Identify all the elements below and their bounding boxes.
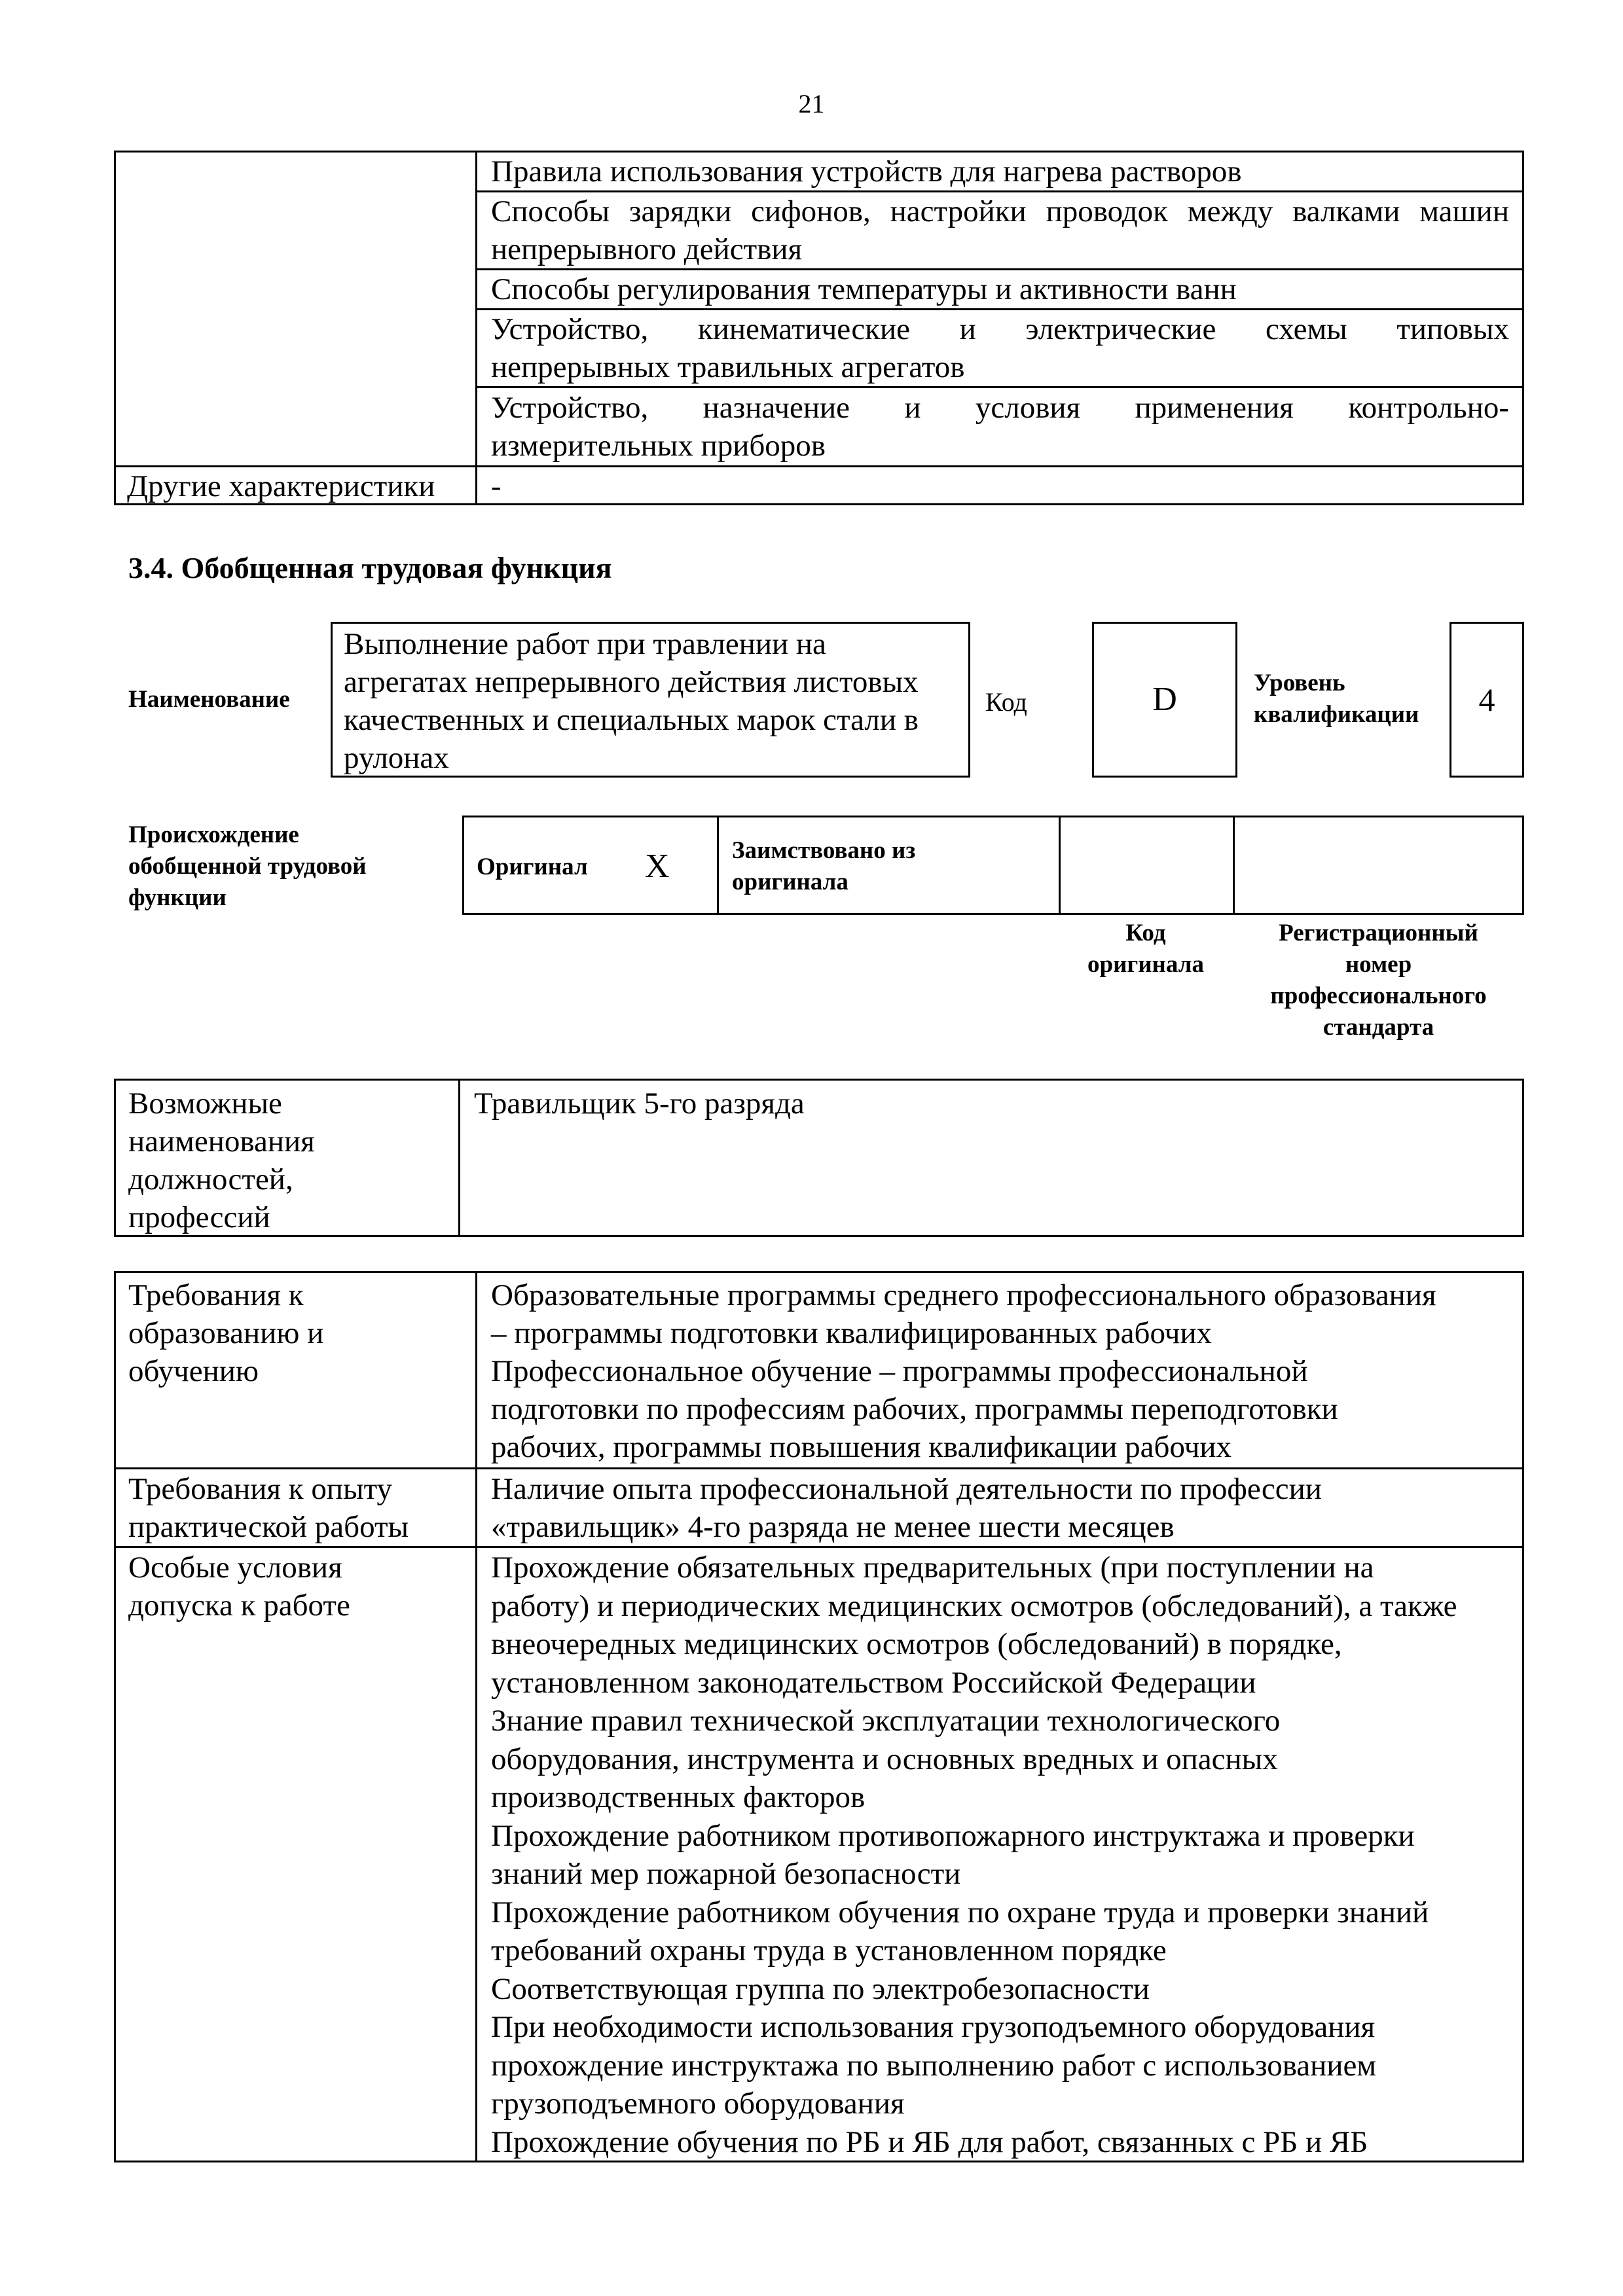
conditions-label: допуска к работе [128, 1588, 350, 1623]
education-value: Профессиональное обучение – программы профессиональной [491, 1354, 1308, 1388]
reg-number-caption: номер [1345, 951, 1412, 978]
conditions-line: внеочередных медицинских осмотров (обследований) в порядке, [491, 1627, 1342, 1661]
name-label: Наименование [128, 686, 290, 713]
other-characteristics-value: - [491, 469, 501, 503]
conditions-line: Знание правил технической эксплуатации технологического [491, 1704, 1281, 1738]
conditions-line: Прохождение работником обучения по охране труда и проверки знаний [491, 1895, 1429, 1929]
positions-value: Травильщик 5-го разряда [474, 1086, 805, 1121]
conditions-line: Соответствующая группа по электробезопасности [491, 1971, 1150, 2006]
conditions-line: грузоподъемного оборудования [491, 2087, 905, 2121]
code-label: Код [985, 687, 1027, 717]
code-value: D [1152, 681, 1177, 718]
name-value: рулонах [344, 741, 449, 775]
knowledge-item: Способы зарядки сифонов, настройки проводок между валками машин [491, 194, 1509, 228]
conditions-line: Прохождение работником противопожарного инструктажа и проверки [491, 1818, 1415, 1853]
experience-label: практической работы [128, 1510, 409, 1544]
reg-number-caption: стандарта [1322, 1014, 1434, 1041]
education-value: – программы подготовки квалифицированных рабочих [491, 1316, 1213, 1350]
conditions-line: Прохождение обучения по РБ и ЯБ для работ, связанных с РБ и ЯБ [491, 2125, 1368, 2159]
knowledge-item: Устройство, назначение и условия применения контрольно- [491, 391, 1509, 425]
conditions-line: работу) и периодических медицинских осмотров (обследований), а также [491, 1588, 1457, 1623]
positions-label: должностей, [128, 1162, 293, 1196]
knowledge-item-cont: непрерывного действия [491, 232, 803, 266]
conditions-line: установленном законодательством Российской Федерации [491, 1665, 1256, 1700]
level-value: 4 [1478, 681, 1495, 718]
positions-label: Возможные [128, 1086, 282, 1121]
borrowed-label: оригинала [732, 869, 848, 895]
experience-label: Требования к опыту [128, 1472, 393, 1506]
conditions-line: прохождение инструктажа по выполнению работ с использованием [491, 2048, 1377, 2083]
code-original-caption: Код [1125, 920, 1166, 946]
conditions-line: производственных факторов [491, 1780, 866, 1814]
reg-number-caption: профессионального [1270, 982, 1487, 1009]
knowledge-item: Способы регулирования температуры и активности ванн [491, 272, 1237, 306]
conditions-line: требований охраны труда в установленном порядке [491, 1933, 1167, 1967]
conditions-label: Особые условия [128, 1551, 342, 1585]
origin-label: функции [128, 884, 227, 911]
knowledge-item: Правила использования устройств для нагрева растворов [491, 154, 1242, 188]
page-number: 21 [798, 89, 825, 118]
education-value: подготовки по профессиям рабочих, программы переподготовки [491, 1392, 1338, 1426]
education-label: Требования к [128, 1278, 304, 1312]
borrowed-label: Заимствовано из [732, 837, 916, 864]
education-label: обучению [128, 1354, 259, 1388]
origin-label: обобщенной трудовой [128, 853, 367, 880]
code-original-caption: оригинала [1087, 951, 1204, 978]
level-label: квалификации [1254, 701, 1419, 728]
name-value: качественных и специальных марок стали в [344, 703, 919, 737]
conditions-line: При необходимости использования грузоподъемного оборудования [491, 2010, 1376, 2044]
origin-table [462, 816, 1524, 915]
education-value: рабочих, программы повышения квалификации рабочих [491, 1430, 1232, 1464]
knowledge-item-cont: непрерывных травильных агрегатов [491, 350, 965, 384]
conditions-line: знаний мер пожарной безопасности [491, 1857, 961, 1891]
positions-label: наименования [128, 1124, 315, 1158]
experience-value: Наличие опыта профессиональной деятельности по профессии [491, 1472, 1322, 1506]
education-label: образованию и [128, 1316, 324, 1350]
knowledge-item-cont: измерительных приборов [491, 429, 826, 463]
reg-number-caption: Регистрационный [1279, 920, 1478, 946]
education-value: Образовательные программы среднего профессионального образования [491, 1278, 1436, 1312]
conditions-line: оборудования, инструмента и основных вредных и опасных [491, 1742, 1278, 1776]
other-characteristics-label: Другие характеристики [127, 469, 435, 503]
positions-label: профессий [128, 1200, 270, 1234]
name-value: агрегатах непрерывного действия листовых [344, 665, 919, 699]
conditions-line: Прохождение обязательных предварительных (при поступлении на [491, 1551, 1374, 1585]
original-label: Оригинал [477, 853, 588, 880]
section-title: 3.4. Обобщенная трудовая функция [128, 551, 612, 584]
original-mark: X [645, 848, 670, 885]
level-label: Уровень [1254, 670, 1345, 696]
experience-value: «травильщик» 4-го разряда не менее шести месяцев [491, 1510, 1175, 1544]
origin-label: Происхождение [128, 821, 299, 848]
knowledge-item: Устройство, кинематические и электрические схемы типовых [491, 312, 1509, 346]
name-value: Выполнение работ при травлении на [344, 627, 826, 661]
